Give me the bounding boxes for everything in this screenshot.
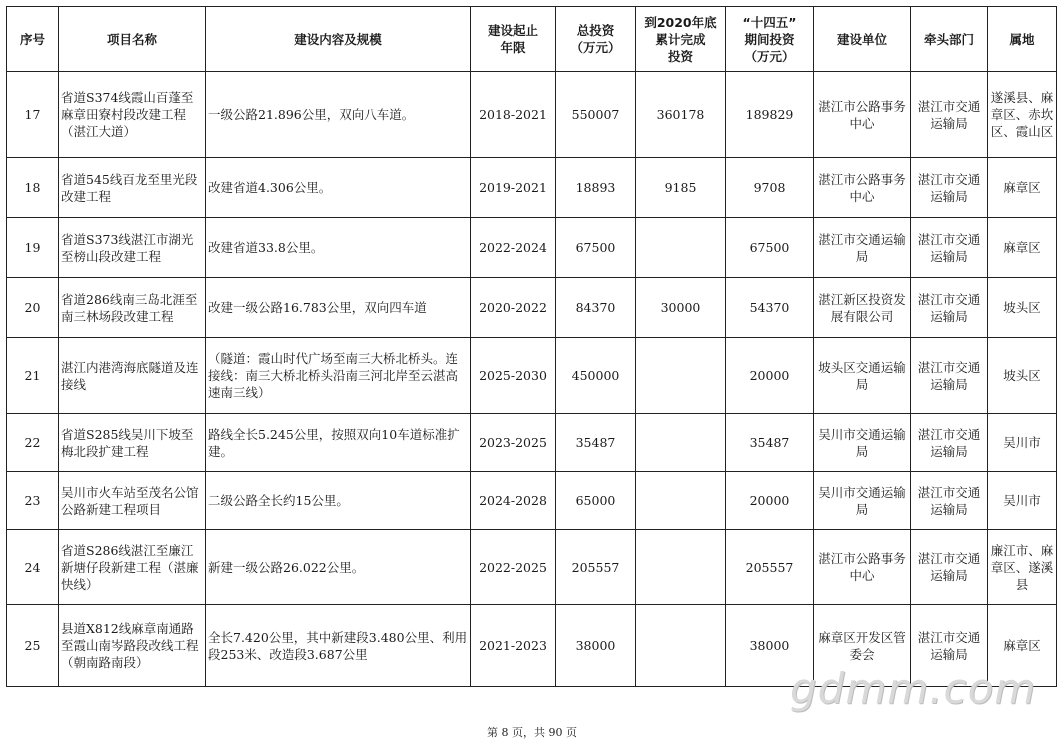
cell-unit: 湛江市公路事务中心	[814, 72, 911, 158]
cell-done	[636, 218, 726, 278]
cell-done	[636, 605, 726, 687]
cell-area: 吴川市	[988, 472, 1057, 530]
table-row	[7, 530, 1057, 605]
cell-content: 一级公路21.896公里，双向八车道。	[206, 72, 471, 158]
page-footer: 第 8 页，共 90 页	[487, 726, 577, 739]
cell-total: 84370	[556, 278, 636, 338]
cell-total: 550007	[556, 72, 636, 158]
header-cell-dept: 牵头部门	[911, 7, 988, 72]
cell-area: 吴川市	[988, 414, 1057, 472]
cell-dept: 湛江市交通运输局	[911, 472, 988, 530]
cell-no: 25	[7, 605, 59, 687]
cell-plan: 20000	[726, 472, 814, 530]
project-table	[6, 6, 1057, 687]
cell-name: 省道S286线湛江至廉江新塘仔段新建工程（湛廉快线）	[59, 530, 206, 605]
cell-dept: 湛江市交通运输局	[911, 530, 988, 605]
watermark: gdmm.com	[790, 664, 1037, 713]
cell-name: 省道S285线吴川下坡至梅北段扩建工程	[59, 414, 206, 472]
cell-content: 改建省道33.8公里。	[206, 218, 471, 278]
cell-no: 20	[7, 278, 59, 338]
header-cell-name: 项目名称	[59, 7, 206, 72]
cell-done	[636, 414, 726, 472]
header-cell-plan: “十四五” 期间投资 （万元）	[726, 7, 814, 72]
cell-plan: 20000	[726, 338, 814, 414]
cell-name: 省道S374线霞山百蓬至麻章田寮村段改建工程（湛江大道）	[59, 72, 206, 158]
table-row	[7, 472, 1057, 530]
table-row	[7, 72, 1057, 158]
header-cell-total: 总投资 （万元）	[556, 7, 636, 72]
cell-dept: 湛江市交通运输局	[911, 605, 988, 687]
cell-plan: 54370	[726, 278, 814, 338]
cell-no: 18	[7, 158, 59, 218]
cell-area: 坡头区	[988, 278, 1057, 338]
header-cell-area: 属地	[988, 7, 1057, 72]
cell-no: 19	[7, 218, 59, 278]
cell-area: 坡头区	[988, 338, 1057, 414]
cell-no: 23	[7, 472, 59, 530]
cell-unit: 麻章区开发区管委会	[814, 605, 911, 687]
cell-content: 改建省道4.306公里。	[206, 158, 471, 218]
cell-dept: 湛江市交通运输局	[911, 72, 988, 158]
table-row	[7, 218, 1057, 278]
header-cell-no: 序号	[7, 7, 59, 72]
cell-content: 改建一级公路16.783公里，双向四车道	[206, 278, 471, 338]
cell-total: 18893	[556, 158, 636, 218]
cell-unit: 湛江新区投资发展有限公司	[814, 278, 911, 338]
cell-dept: 湛江市交通运输局	[911, 218, 988, 278]
cell-period: 2018-2021	[471, 72, 556, 158]
table-row	[7, 278, 1057, 338]
cell-total: 450000	[556, 338, 636, 414]
header-cell-period: 建设起止 年限	[471, 7, 556, 72]
cell-name: 吴川市火车站至茂名公馆公路新建工程项目	[59, 472, 206, 530]
cell-content: 路线全长5.245公里，按照双向10车道标准扩建。	[206, 414, 471, 472]
cell-period: 2019-2021	[471, 158, 556, 218]
cell-done: 360178	[636, 72, 726, 158]
cell-dept: 湛江市交通运输局	[911, 414, 988, 472]
cell-unit: 湛江市交通运输局	[814, 218, 911, 278]
cell-period: 2020-2022	[471, 278, 556, 338]
cell-unit: 吴川市交通运输局	[814, 414, 911, 472]
cell-area: 麻章区	[988, 605, 1057, 687]
cell-done	[636, 338, 726, 414]
cell-dept: 湛江市交通运输局	[911, 278, 988, 338]
header-row	[7, 7, 1057, 72]
cell-plan: 205557	[726, 530, 814, 605]
cell-area: 麻章区	[988, 158, 1057, 218]
cell-plan: 35487	[726, 414, 814, 472]
header-cell-done: 到2020年底 累计完成 投资	[636, 7, 726, 72]
cell-content: （隧道：霞山时代广场至南三大桥北桥头。连接线：南三大桥北桥头沿南三河北岸至云湛高速南三线）	[206, 338, 471, 414]
cell-total: 67500	[556, 218, 636, 278]
cell-dept: 湛江市交通运输局	[911, 338, 988, 414]
cell-plan: 38000	[726, 605, 814, 687]
cell-period: 2022-2024	[471, 218, 556, 278]
cell-content: 二级公路全长约15公里。	[206, 472, 471, 530]
cell-area: 廉江市、麻章区、遂溪县	[988, 530, 1057, 605]
cell-period: 2024-2028	[471, 472, 556, 530]
cell-done	[636, 530, 726, 605]
cell-period: 2022-2025	[471, 530, 556, 605]
header-cell-content: 建设内容及规模	[206, 7, 471, 72]
cell-name: 湛江内港湾海底隧道及连接线	[59, 338, 206, 414]
cell-unit: 坡头区交通运输局	[814, 338, 911, 414]
cell-name: 省道545线百龙至里光段改建工程	[59, 158, 206, 218]
cell-content: 新建一级公路26.022公里。	[206, 530, 471, 605]
cell-name: 省道S373线湛江市湖光至榜山段改建工程	[59, 218, 206, 278]
cell-period: 2025-2030	[471, 338, 556, 414]
cell-dept: 湛江市交通运输局	[911, 158, 988, 218]
cell-total: 38000	[556, 605, 636, 687]
cell-plan: 67500	[726, 218, 814, 278]
table-row	[7, 338, 1057, 414]
cell-no: 22	[7, 414, 59, 472]
cell-total: 65000	[556, 472, 636, 530]
cell-done: 9185	[636, 158, 726, 218]
table-row	[7, 158, 1057, 218]
cell-done: 30000	[636, 278, 726, 338]
header-cell-unit: 建设单位	[814, 7, 911, 72]
cell-period: 2021-2023	[471, 605, 556, 687]
cell-done	[636, 472, 726, 530]
cell-name: 省道286线南三岛北涯至南三林场段改建工程	[59, 278, 206, 338]
cell-unit: 湛江市公路事务中心	[814, 158, 911, 218]
cell-unit: 吴川市交通运输局	[814, 472, 911, 530]
cell-plan: 189829	[726, 72, 814, 158]
cell-no: 21	[7, 338, 59, 414]
cell-total: 205557	[556, 530, 636, 605]
table-row	[7, 414, 1057, 472]
cell-plan: 9708	[726, 158, 814, 218]
cell-no: 17	[7, 72, 59, 158]
cell-name: 县道X812线麻章南通路至霞山南岑路段改线工程（朝南路南段）	[59, 605, 206, 687]
cell-area: 麻章区	[988, 218, 1057, 278]
cell-no: 24	[7, 530, 59, 605]
cell-area: 遂溪县、麻章区、赤坎区、霞山区	[988, 72, 1057, 158]
cell-unit: 湛江市公路事务中心	[814, 530, 911, 605]
cell-total: 35487	[556, 414, 636, 472]
cell-content: 全长7.420公里，其中新建段3.480公里、利用段253米、改造段3.687公里	[206, 605, 471, 687]
cell-period: 2023-2025	[471, 414, 556, 472]
